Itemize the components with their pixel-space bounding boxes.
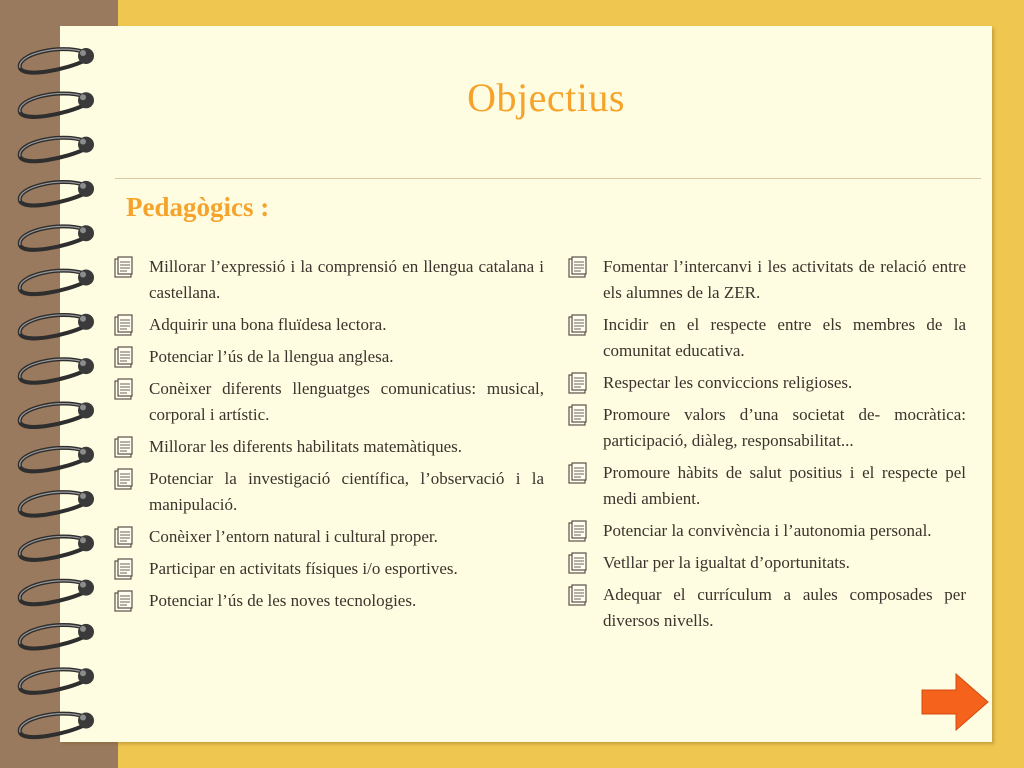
spiral-ring-icon: [20, 137, 94, 162]
list-item: [566, 254, 966, 306]
notepad-icon: [568, 584, 588, 606]
notepad-icon: [114, 590, 134, 612]
list-item-text: Millorar les diferents habilitats matemàtiques.: [149, 437, 462, 456]
list-item: [566, 518, 966, 544]
title-divider: [115, 178, 981, 179]
spiral-ring-icon: [20, 314, 94, 339]
list-item-text: Fomentar l’intercanvi i les activitats de relació entre els alumnes de la ZER.: [603, 257, 966, 302]
notepad-icon: [568, 372, 588, 394]
spiral-ring-icon: [20, 580, 94, 605]
list-item-text: Millorar l’expressió i la comprensió en llengua catalana i castellana.: [149, 257, 544, 302]
list-item-text: Conèixer diferents llenguatges comunicatius: musical, corporal i artístic.: [149, 379, 544, 424]
list-item-text: Potenciar l’ús de la llengua anglesa.: [149, 347, 394, 366]
list-item: [112, 556, 544, 582]
slide-title: Objectius: [467, 75, 625, 120]
notepad-icon: [114, 346, 134, 368]
list-item-text: Promoure valors d’una societat de- mocràtica: participació, diàleg, responsabilitat...: [603, 405, 966, 450]
objectives-list-right: [566, 254, 966, 640]
list-item: [112, 434, 544, 460]
notepad-icon: [114, 436, 134, 458]
list-item: [112, 344, 544, 370]
notepad-icon: [114, 526, 134, 548]
list-item-text: Respectar les conviccions religioses.: [603, 373, 853, 392]
list-item: [112, 254, 544, 306]
spiral-ring-icon: [20, 447, 94, 472]
list-item: [112, 376, 544, 428]
list-item: [566, 402, 966, 454]
section-subtitle: Pedagògics :: [126, 192, 270, 222]
notepad-icon: [568, 314, 588, 336]
spiral-ring-icon: [20, 225, 94, 250]
list-item: [566, 460, 966, 512]
notepad-icon: [114, 314, 134, 336]
list-item-text: Adequar el currículum a aules composades per diversos nivells.: [603, 585, 966, 630]
spiral-ring-icon: [20, 668, 94, 693]
list-item: [566, 582, 966, 634]
spiral-ring-icon: [20, 270, 94, 295]
next-arrow-icon: [920, 672, 990, 732]
list-item-text: Potenciar la convivència i l’autonomia personal.: [603, 521, 932, 540]
spiral-ring-icon: [20, 491, 94, 516]
notepad-icon: [114, 256, 134, 278]
notepad-icon: [568, 404, 588, 426]
list-item-text: Vetllar per la igualtat d’oportunitats.: [603, 553, 850, 572]
spiral-ring-icon: [20, 624, 94, 649]
notepad-icon: [114, 468, 134, 490]
list-item-text: Incidir en el respecte entre els membres de la comunitat educativa.: [603, 315, 966, 360]
list-item: [566, 312, 966, 364]
list-item-text: Participar en activitats físiques i/o esportives.: [149, 559, 458, 578]
notepad-icon: [114, 378, 134, 400]
spiral-ring-icon: [20, 402, 94, 427]
list-item: [112, 524, 544, 550]
list-item: [566, 550, 966, 576]
spiral-ring-icon: [20, 713, 94, 738]
list-item: [566, 370, 966, 396]
list-item-text: Promoure hàbits de salut positius i el respecte pel medi ambient.: [603, 463, 966, 508]
list-item-text: Conèixer l’entorn natural i cultural proper.: [149, 527, 438, 546]
notepad-icon: [114, 558, 134, 580]
spiral-ring-icon: [20, 358, 94, 383]
list-item: [112, 466, 544, 518]
spiral-ring-icon: [20, 48, 94, 73]
list-item-text: Potenciar la investigació científica, l’observació i la manipulació.: [149, 469, 544, 514]
notepad-icon: [568, 552, 588, 574]
notepad-icon: [568, 256, 588, 278]
spiral-ring-icon: [20, 535, 94, 560]
objectives-list-left: [112, 254, 544, 620]
list-item-text: Potenciar l’ús de les noves tecnologies.: [149, 591, 417, 610]
list-item-text: Adquirir una bona fluïdesa lectora.: [149, 315, 387, 334]
list-item: [112, 312, 544, 338]
list-item: [112, 588, 544, 614]
spiral-ring-icon: [20, 181, 94, 206]
notepad-icon: [568, 520, 588, 542]
notepad-icon: [568, 462, 588, 484]
next-slide-button[interactable]: [920, 672, 990, 732]
